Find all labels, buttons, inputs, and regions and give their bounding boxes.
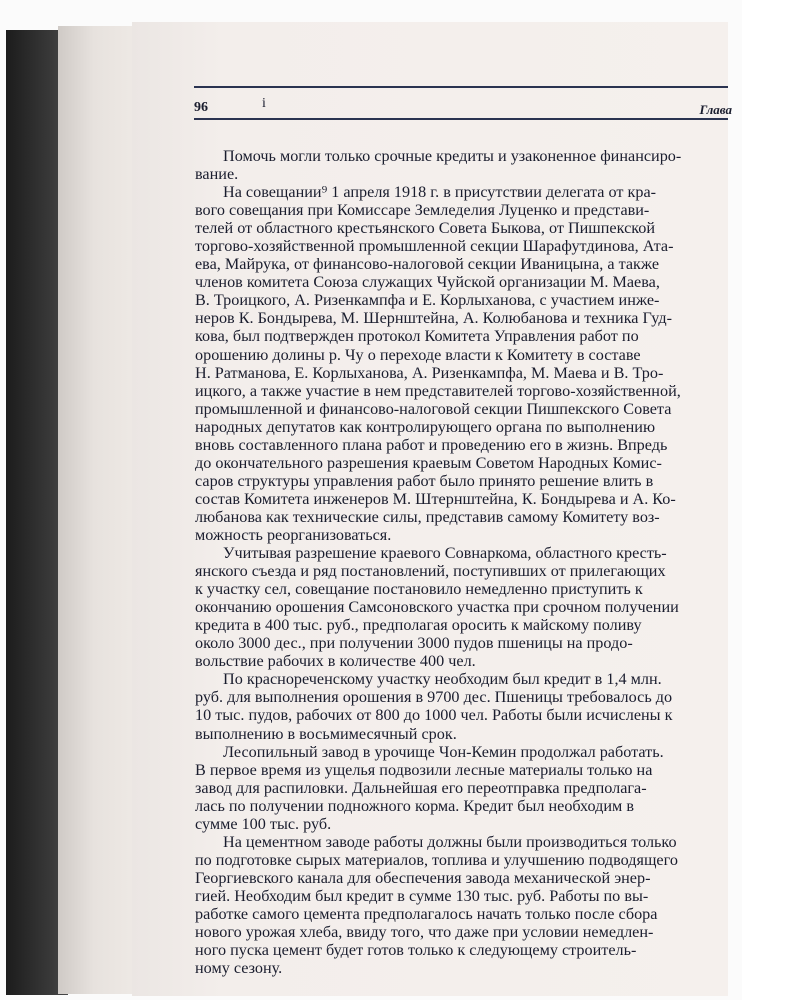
running-head: Глава xyxy=(699,102,732,117)
text-line: кредита в 400 тыс. руб., предполагая оросить к майскому поливу xyxy=(195,616,642,635)
text-line: ицкого, а также участие в нем представителей торгово-хозяйственной, xyxy=(195,381,681,400)
text-line: орошению долины р. Чу о переходе власти к Комитету в составе xyxy=(195,345,641,364)
text-line: к участку сел, совещание постановило немедленно приступить к xyxy=(195,580,643,599)
text-line: 10 тыс. пудов, рабочих от 800 до 1000 чел. Работы были исчислены к xyxy=(195,706,673,725)
text-line: выполнению в восьмимесячный срок. xyxy=(195,724,457,743)
header-rule-bottom xyxy=(194,118,728,120)
text-line: ного пуска цемент будет готов только к следующему строитель- xyxy=(195,941,637,960)
text-line: работке самого цемента предполагалось начать только после сбора xyxy=(195,904,658,923)
text-line: Лесопильный завод в урочище Чон-Кемин продолжал работать. xyxy=(223,742,664,761)
text-line: Н. Ратманова, Е. Корлыханова, А. Ризенкампфа, М. Маева и В. Тро- xyxy=(195,363,664,382)
text-line: торгово-хозяйственной промышленной секции Шарафутдинова, Ата- xyxy=(195,237,674,256)
header-mark: i xyxy=(262,96,266,111)
text-line: членов комитета Союза служащих Чуйской организации М. Маева, xyxy=(195,273,660,292)
text-line: янского съезда и ряд постановлений, поступивших от прилегающих xyxy=(195,562,666,581)
text-line: ева, Майрука, от финансово-налоговой секции Иваницына, а также xyxy=(195,255,660,274)
text-line: вольствие рабочих в количестве 400 чел. xyxy=(195,652,476,671)
text-line: В. Троицкого, А. Ризенкампфа и Е. Корлыханова, с участием инже- xyxy=(195,291,660,310)
text-line: саров структуры управления работ было принято решение влить в xyxy=(195,471,654,490)
text-line: руб. для выполнения орошения в 9700 дес. Пшеницы требовалось до xyxy=(195,688,673,707)
text-line: кова, был подтвержден протокол Комитета Управления работ по xyxy=(195,327,639,346)
text-line: Георгиевского канала для обеспечения завода механической энер- xyxy=(195,868,651,887)
text-line: завод для распиловки. Дальнейшая его переотправка предполага- xyxy=(195,778,647,797)
text-line: вание. xyxy=(195,165,239,184)
text-line: окончанию орошения Самсоновского участка при срочном получении xyxy=(195,598,679,617)
text-line: около 3000 дес., при получении 3000 пудов пшеницы на продо- xyxy=(195,634,633,653)
text-line: можность реорганизоваться. xyxy=(195,525,392,544)
text-line: состав Комитета инженеров М. Штернштейна, К. Бондырева и А. Ко- xyxy=(195,489,676,508)
text-line: вого совещания при Комиссаре Земледелия Луценко и представи- xyxy=(195,201,650,220)
text-line: народных депутатов как контролирующего органа по выполнению xyxy=(195,417,656,436)
page-number: 96 xyxy=(194,100,208,115)
text-line: любанова как технические силы, представив самому Комитету воз- xyxy=(195,507,660,526)
text-line: сумме 100 тыс. руб. xyxy=(195,814,332,833)
text-line: Помочь могли только срочные кредиты и узаконенное финансиро- xyxy=(223,147,682,165)
text-line: гией. Необходим был кредит в сумме 130 тыс. руб. Работы по вы- xyxy=(195,886,649,905)
text-line: По краснореченскому участку необходим был кредит в 1,4 млн. xyxy=(223,670,662,689)
text-line: вновь составленного плана работ и проведению его в жизнь. Впредь xyxy=(195,435,668,454)
text-line: Учитывая разрешение краевого Совнаркома, областного кресть- xyxy=(223,544,667,563)
text-line: На цементном заводе работы должны были производиться только xyxy=(223,832,677,851)
book-page xyxy=(132,22,732,996)
text-line: телей от областного крестьянского Совета Быкова, от Пишпекской xyxy=(195,219,656,238)
header-rule-top xyxy=(194,86,728,88)
text-line: по подготовке сырых материалов, топлива и улучшению подводящего xyxy=(195,850,678,869)
text-line: На совещании⁹ 1 апреля 1918 г. в присутствии делегата от кра- xyxy=(223,183,657,202)
text-line: лась по получении подножного корма. Кредит был необходим в xyxy=(195,796,634,815)
text-line: до окончательного разрешения краевым Советом Народных Комис- xyxy=(195,453,662,472)
text-line: неров К. Бондырева, М. Шернштейна, А. Колюбанова и техника Гуд- xyxy=(195,309,672,328)
text-line: нового урожая хлеба, ввиду того, что даже при условии немедлен- xyxy=(195,923,654,942)
text-line: промышленной и финансово-налоговой секции Пишпекского Совета xyxy=(195,399,672,418)
text-line: ному сезону. xyxy=(195,959,283,978)
text-line: В первое время из ущелья подвозили лесные материалы только на xyxy=(195,760,653,779)
body-text xyxy=(195,147,795,977)
